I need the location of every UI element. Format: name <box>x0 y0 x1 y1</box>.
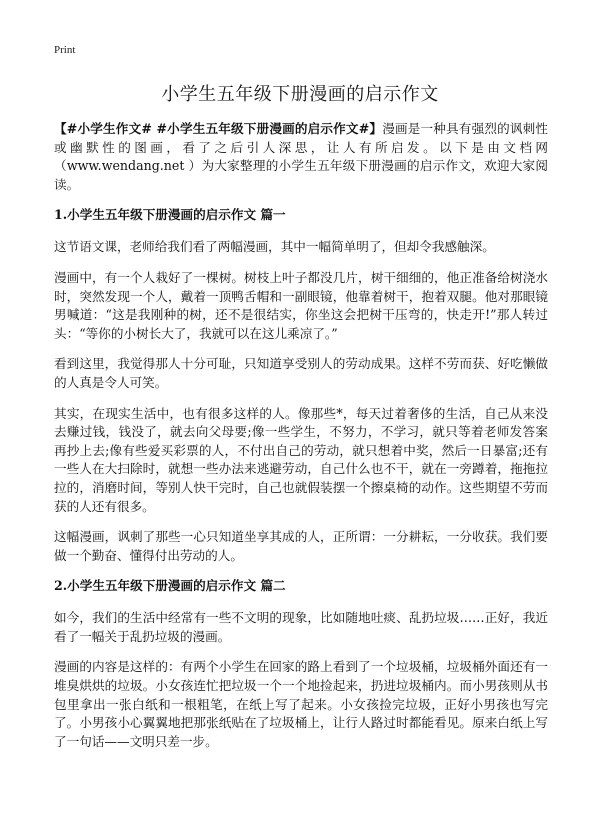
section-1-paragraph: 看到这里，我觉得那人十分可耻，只知道享受别人的劳动成果。这样不劳而获、好吃懒做的人真是令人可笑。 <box>54 356 548 390</box>
article-body <box>54 120 548 763</box>
section-1-paragraph: 这幅漫画，讽刺了那些一心只知道坐享其成的人，正所谓：一分耕耘，一分收获。我们要做一个勤奋、懂得付出劳动的人。 <box>54 529 548 563</box>
intro-text: 漫画是一种具有强烈的讽刺性或幽默性的图画，看了之后引人深思，让人有所启发。以下是由文档网（www.wendang.net ）为大家整理的小学生五年级下册漫画的启示作文，欢迎大家阅读。 <box>54 121 549 192</box>
section-2-heading: 2.小学生五年级下册漫画的启示作文 篇二 <box>54 578 286 594</box>
section-2-paragraph: 如今，我们的生活中经常有一些不文明的现象，比如随地吐痰、乱扔垃圾……正好，我近看了一幅关于乱扔垃圾的漫画。 <box>54 610 548 644</box>
section-1-paragraph: 其实，在现实生活中，也有很多这样的人。像那些*，每天过着奢侈的生活，自己从来没去赚过钱，钱没了，就去向父母要;像一些学生，不努力，不学习，就只等着老师发答案再抄上去;像有些爱买彩票的人，不付出自己的劳动，就只想着中奖，然后一日暴富;还有一些人在大扫除时，就想一些办法来逃避劳动，自己什么也不干，就在一旁蹲着，拖拖拉拉的，消磨时间，等别人快干完时，自己也就假装摆一个擦桌椅的动作。这些期望不劳而获的人还有很多。 <box>54 405 548 514</box>
intro-tags: 【#小学生作文# #小学生五年级下册漫画的启示作文#】 <box>54 121 383 136</box>
page-title: 小学生五年级下册漫画的启示作文 <box>161 84 439 105</box>
section-2-paragraph: 漫画的内容是这样的：有两个小学生在回家的路上看到了一个垃圾桶，垃圾桶外面还有一堆臭烘烘的垃圾。小女孩连忙把垃圾一个一个地捡起来，扔进垃圾桶内。而小男孩则从书包里拿出一张白纸和一根粗笔，在纸上写了起来。小女孩捡完垃圾，正好小男孩也写完了。小男孩小心翼翼地把那张纸贴在了垃圾桶上，让行人路过时都能看见。原来白纸上写了一句话——文明只差一步。 <box>54 659 548 749</box>
intro-paragraph <box>54 120 548 194</box>
section-1-heading: 1.小学生五年级下册漫画的启示作文 篇一 <box>54 207 286 223</box>
section-1-paragraph: 这节语文课，老师给我们看了两幅漫画，其中一幅简单明了，但却令我感触深。 <box>54 239 495 255</box>
print-link[interactable]: Print <box>54 44 76 56</box>
section-1-paragraph: 漫画中，有一个人栽好了一棵树。树枝上叶子都没几片，树干细细的，他正准备给树浇水时，突然发现一个人，戴着一顶鸭舌帽和一副眼镜，他靠着树干，抱着双腿。他对那眼镜男喊道：“这是我刚种的树，还不是很结实，你坐这会把树干压弯的，快走开!”那人转过头：“等你的小树长大了，我就可以在这儿乘凉了。” <box>54 269 548 341</box>
